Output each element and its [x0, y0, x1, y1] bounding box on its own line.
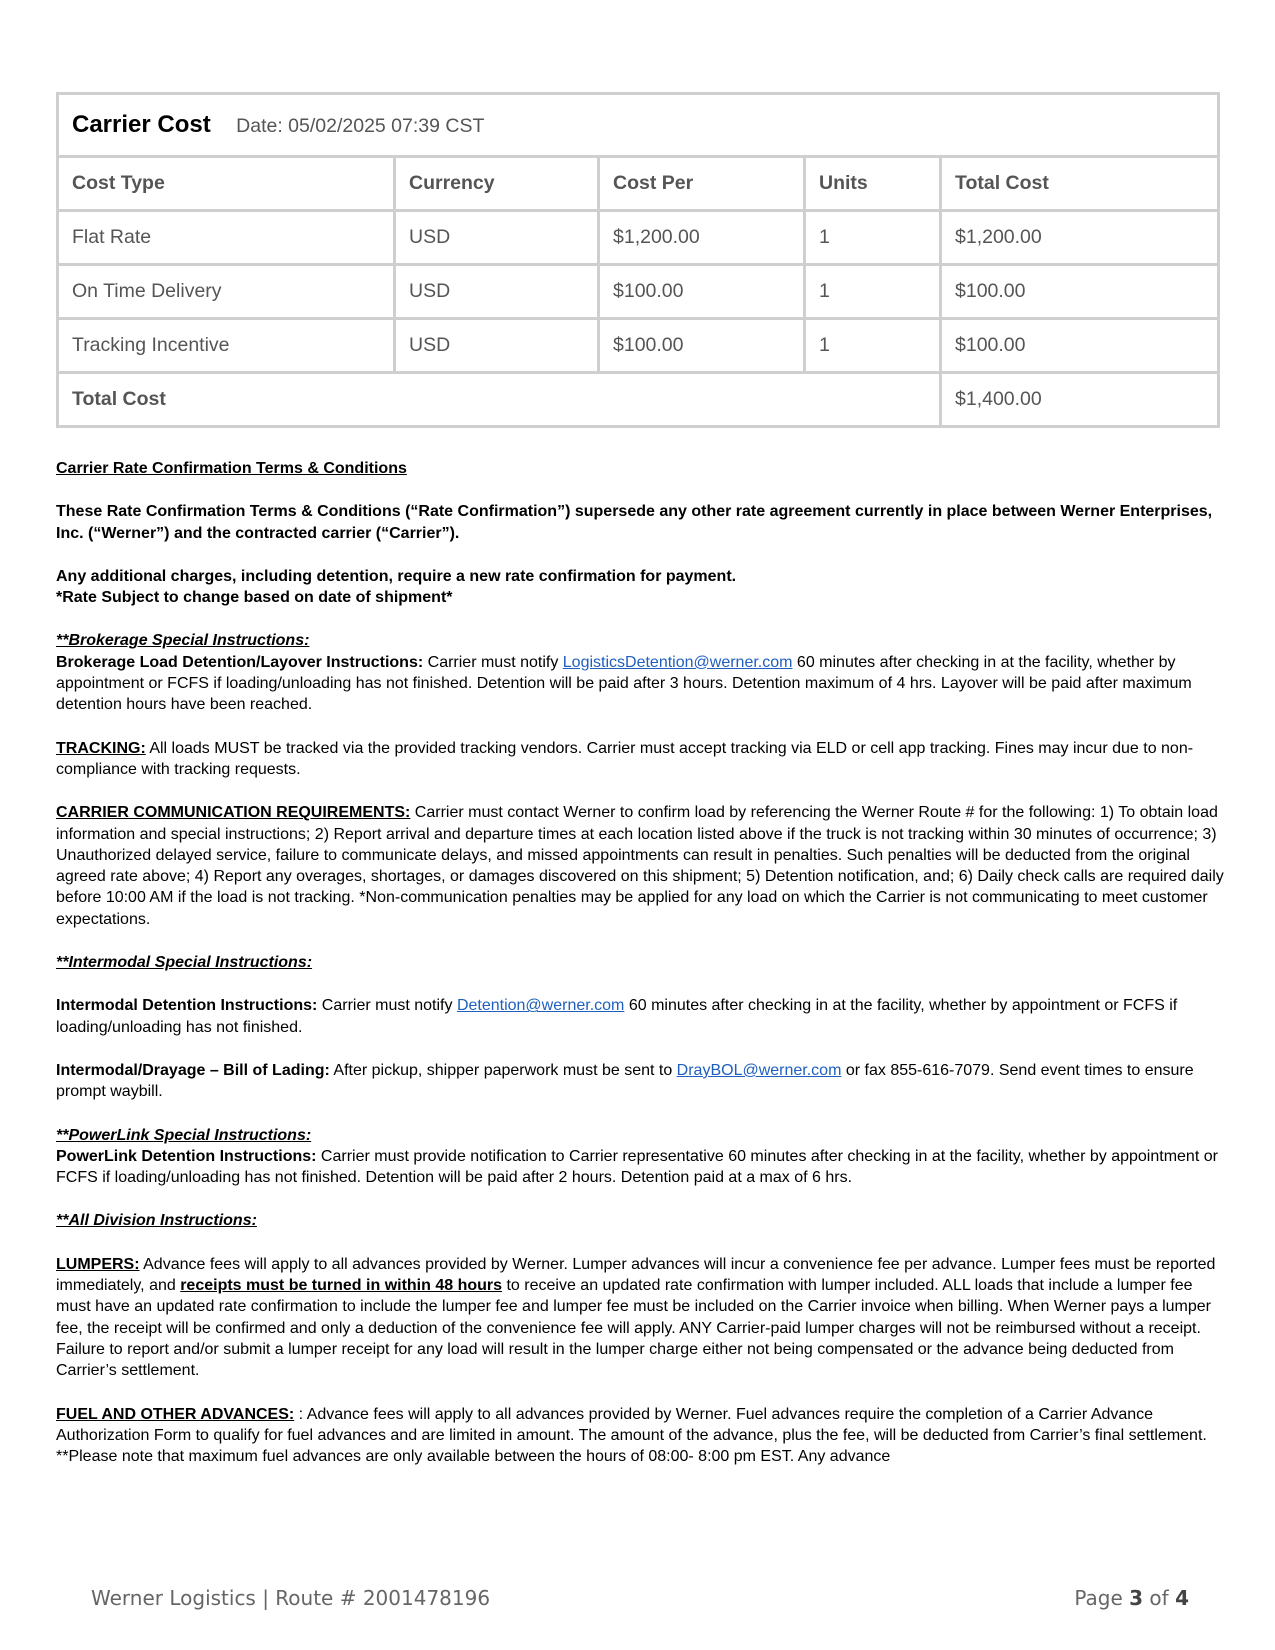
carrier-cost-title: Carrier Cost	[72, 111, 211, 138]
table-title-cell	[58, 94, 1219, 157]
intermodal-text-1: Carrier must notify	[317, 997, 457, 1015]
terms-intro: These Rate Confirmation Terms & Conditions (“Rate Confirmation”) supersede any other rate agreement currently in place between Werner Enterprises, Inc. (“Werner”) and the contracted carrier (“Carrier”).	[56, 503, 1213, 542]
fuel-text: : Advance fees will apply to all advances provided by Werner. Fuel advances require the completion of a Carrier Advance Authorization Form to qualify for fuel advances and are limited in amount. The amount of the advance, plus the fee, will be deducted from Carrier’s final settlement. **Please note that maximum fuel advances are only available between the hours of 08:00- 8:00 pm EST. Any advance	[56, 1405, 1207, 1466]
fuel-paragraph	[56, 1404, 1226, 1468]
brokerage-text-1: Carrier must notify	[423, 653, 563, 671]
cell-units: 1	[805, 265, 941, 319]
lumpers-text-2: to receive an updated rate confirmation with lumper included. ALL loads that include a lumper fee must have an updated rate confirmation to include the lumper fee and lumper fee must be included on the Carrier invoice when billing. When Werner pays a lumper fee, the receipt will be confirmed and only a deduction of the convenience fee will apply. ANY Carrier-paid lumper charges will not be reimbursed without a receipt. Failure to report and/or submit a lumper receipt for any load will result in the lumper charge either not being compensated or the advance being deducted from Carrier’s settlement.	[56, 1277, 1211, 1380]
cell-cost-type: Tracking Incentive	[58, 319, 395, 373]
header-cost-per: Cost Per	[599, 157, 805, 211]
drayage-text-1: After pickup, shipper paperwork must be sent to	[329, 1061, 677, 1079]
tracking-paragraph	[56, 738, 1226, 781]
brokerage-text-2: 60 minutes after checking in at the facility, whether by appointment or FCFS if loading/unloading has not finished. Detention will be paid after 3 hours. Detention maximum of 4 hrs. Layover will be paid after maximum detention hours have been reached.	[56, 653, 1192, 714]
table-row	[58, 265, 1219, 319]
cell-cost-type: On Time Delivery	[58, 265, 395, 319]
drayage-label: Intermodal/Drayage – Bill of Lading:	[56, 1061, 330, 1079]
intermodal-heading: **Intermodal Special Instructions:	[56, 954, 313, 972]
lumpers-label: LUMPERS:	[56, 1255, 140, 1273]
footer-route: Werner Logistics | Route # 2001478196	[91, 1586, 491, 1610]
page-footer	[91, 1586, 1189, 1610]
total-cost-value: $1,400.00	[941, 373, 1219, 427]
header-units: Units	[805, 157, 941, 211]
table-total-row	[58, 373, 1219, 427]
powerlink-heading: **PowerLink Special Instructions:	[56, 1126, 312, 1144]
cell-total-cost: $1,200.00	[941, 211, 1219, 265]
cell-total-cost: $100.00	[941, 319, 1219, 373]
page-prefix: Page	[1074, 1586, 1130, 1610]
all-division-heading: **All Division Instructions:	[56, 1212, 257, 1230]
cell-cost-per: $100.00	[599, 319, 805, 373]
cell-cost-per: $100.00	[599, 265, 805, 319]
page-current: 3	[1129, 1586, 1144, 1610]
lumpers-text-1: Advance fees will apply to all advances provided by Werner. Lumper advances will incur a convenience fee per advance. Lumper fees must be reported immediately, and	[56, 1255, 1216, 1295]
tracking-label: TRACKING:	[56, 739, 146, 757]
table-header-row	[58, 157, 1219, 211]
cell-units: 1	[805, 319, 941, 373]
terms-section	[56, 458, 1226, 1467]
powerlink-paragraph	[56, 1146, 1226, 1189]
communication-paragraph	[56, 802, 1226, 930]
lumpers-paragraph	[56, 1254, 1226, 1382]
rate-subject-note: *Rate Subject to change based on date of shipment*	[56, 589, 453, 607]
fuel-label: FUEL AND OTHER ADVANCES:	[56, 1405, 295, 1423]
header-currency: Currency	[395, 157, 599, 211]
page-number	[1074, 1586, 1189, 1610]
intermodal-label: Intermodal Detention Instructions:	[56, 997, 318, 1015]
brokerage-paragraph	[56, 652, 1226, 716]
cell-total-cost: $100.00	[941, 265, 1219, 319]
powerlink-text: Carrier must provide notification to Carrier representative 60 minutes after checking in at the facility, whether by appointment or FCFS if loading/unloading has not finished. Detention will be paid after 2 hours. Detention paid at a max of 6 hrs.	[56, 1147, 1218, 1187]
intermodal-paragraph	[56, 995, 1226, 1038]
brokerage-heading: **Brokerage Special Instructions:	[56, 632, 310, 650]
communication-text: Carrier must contact Werner to confirm load by referencing the Werner Route # for the following: 1) To obtain load information and special instructions; 2) Report arrival and departure times at each location listed above if the truck is not tracking within 30 minutes of occurrence; 3) Unauthorized delayed service, failure to communicate delays, and missed appointments can result in penalties. Such penalties will be deducted from the original agreed rate above; 4) Report any overages, shortages, or damages discovered on this shipment; 5) Detention notification, and; 6) Daily check calls are required daily before 10:00 AM if the load is not tracking. *Non-communication penalties may be applied for any load on which the Carrier is not communicating to meet customer expectations.	[56, 804, 1224, 928]
drayage-text-2: or fax 855-616-7079. Send event times to ensure prompt waybill.	[56, 1061, 1194, 1101]
table-row	[58, 211, 1219, 265]
powerlink-label: PowerLink Detention Instructions:	[56, 1147, 317, 1165]
header-total-cost: Total Cost	[941, 157, 1219, 211]
draybol-email-link[interactable]: DrayBOL@werner.com	[676, 1061, 842, 1079]
cell-currency: USD	[395, 211, 599, 265]
terms-heading: Carrier Rate Confirmation Terms & Conditions	[56, 460, 407, 477]
page-of: of	[1143, 1586, 1176, 1610]
additional-charges-note: Any additional charges, including detention, require a new rate confirmation for payment.	[56, 567, 737, 585]
drayage-paragraph	[56, 1060, 1226, 1103]
cell-cost-type: Flat Rate	[58, 211, 395, 265]
table-row	[58, 319, 1219, 373]
lumpers-emphasis: receipts must be turned in within 48 hours	[180, 1277, 503, 1295]
cell-units: 1	[805, 211, 941, 265]
cell-cost-per: $1,200.00	[599, 211, 805, 265]
table-title-row	[58, 94, 1219, 157]
logistics-detention-email-link[interactable]: LogisticsDetention@werner.com	[562, 653, 793, 671]
carrier-cost-date: Date: 05/02/2025 07:39 CST	[236, 115, 485, 137]
page-total: 4	[1175, 1586, 1189, 1610]
total-cost-label: Total Cost	[58, 373, 941, 427]
header-cost-type: Cost Type	[58, 157, 395, 211]
cell-currency: USD	[395, 265, 599, 319]
intermodal-text-2: 60 minutes after checking in at the facility, whether by appointment or FCFS if loading/unloading has not finished.	[56, 997, 1178, 1036]
cell-currency: USD	[395, 319, 599, 373]
carrier-cost-table	[56, 92, 1220, 428]
brokerage-label: Brokerage Load Detention/Layover Instructions:	[56, 653, 424, 671]
detention-email-link[interactable]: Detention@werner.com	[456, 997, 625, 1015]
communication-label: CARRIER COMMUNICATION REQUIREMENTS:	[56, 804, 411, 822]
tracking-text: All loads MUST be tracked via the provided tracking vendors. Carrier must accept tracking via ELD or cell app tracking. Fines may incur due to non-compliance with tracking requests.	[56, 739, 1194, 778]
